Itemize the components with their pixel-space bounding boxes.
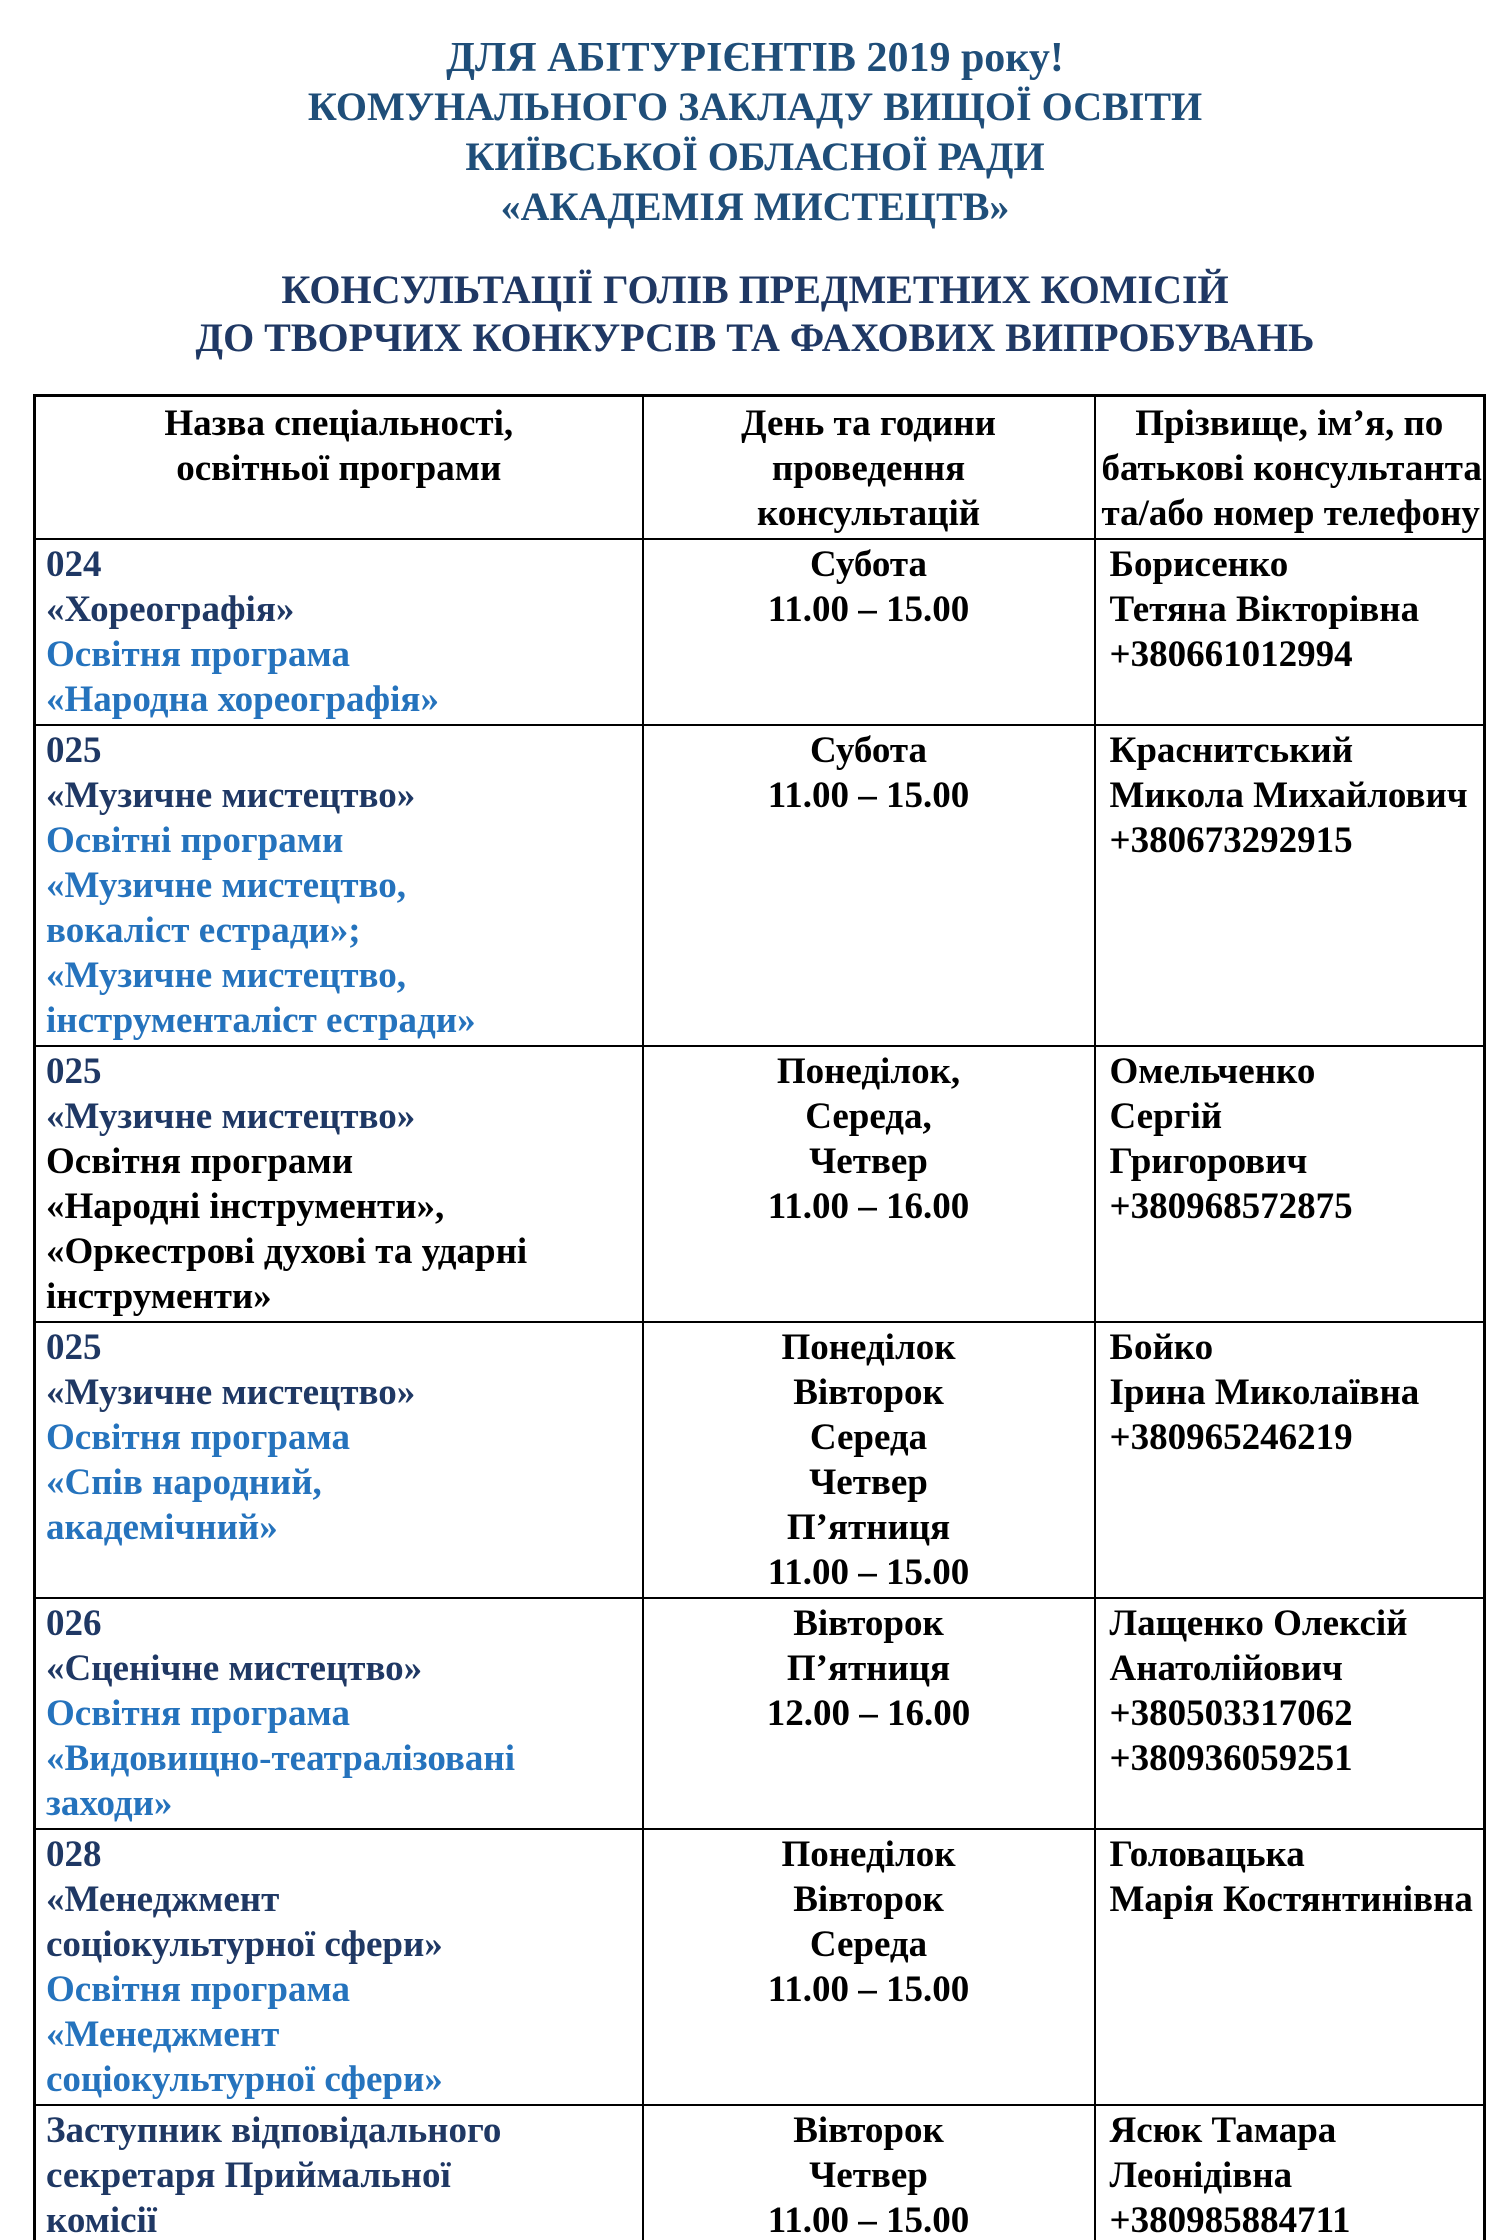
schedule-line: 12.00 – 16.00 [766,1693,971,1734]
col-header-line: День та години [741,403,996,444]
table-body [35,539,1485,2240]
table-header [35,396,1485,540]
spec-line: Освітня програми [46,1141,354,1182]
spec-line: Освітня програма [46,1693,350,1734]
spec-line: Освітні програми [46,820,344,861]
consultant-line: +380985884711 [1109,2200,1351,2240]
spec-line: 026 [46,1603,102,1644]
spec-line: «Менеджмент [46,1879,280,1920]
spec-line: «Народні інструменти», [46,1186,445,1227]
spec-line: «Видовищно-театралізовані [46,1738,515,1779]
consultant-line: +380968572875 [1109,1186,1353,1227]
spec-line: Освітня програма [46,1969,350,2010]
consultant-line: Анатолійович [1109,1648,1343,1689]
cell-schedule [643,539,1095,725]
schedule-line: Вівторок [793,1372,944,1413]
schedule-line: 11.00 – 15.00 [767,589,970,630]
spec-line: «Музичне мистецтво» [46,1096,416,1137]
consultant-line: +380503317062 [1109,1693,1353,1734]
schedule-line: Понеділок [781,1834,956,1875]
schedule-line: Четвер [809,2155,928,2196]
cell-specialty [35,725,643,1046]
schedule-line: Вівторок [793,1879,944,1920]
document-subtitle [0,266,1510,362]
page-title: ДЛЯ АБІТУРІЄНТІВ 2019 року! [446,35,1064,81]
spec-line: «Хореографія» [46,589,295,630]
consultations-table [33,394,1486,2240]
spec-line: інструменталіст естради» [46,1000,476,1041]
spec-line: «Спів народний, [46,1462,322,1503]
schedule-line: 11.00 – 15.00 [767,1969,970,2010]
schedule-line: Четвер [809,1462,928,1503]
cell-consultant [1095,2105,1485,2240]
spec-line: «Народна хореографія» [46,679,439,720]
consultant-line: Лащенко Олексій [1109,1603,1408,1644]
spec-line: 028 [46,1834,102,1875]
spec-line: «Музичне мистецтво, [46,865,406,906]
schedule-line: Понеділок [781,1327,956,1368]
consultant-line: +380965246219 [1109,1417,1353,1458]
schedule-line: Середа, [805,1096,932,1137]
schedule-line: Четвер [809,1141,928,1182]
cell-schedule [643,1322,1095,1598]
spec-line: секретаря Приймальної [46,2155,451,2196]
spec-line: Освітня програма [46,1417,350,1458]
spec-line: «Музичне мистецтво, [46,955,406,996]
schedule-line: Субота [810,544,927,585]
spec-line: «Музичне мистецтво» [46,775,416,816]
table-row [35,1046,1485,1322]
table-row [35,539,1485,725]
spec-line: 024 [46,544,102,585]
cell-specialty [35,1046,643,1322]
cell-specialty [35,1598,643,1829]
org-name-line-1: КОМУНАЛЬНОГО ЗАКЛАДУ ВИЩОЇ ОСВІТИ [307,84,1203,129]
cell-specialty [35,1322,643,1598]
consultant-line: Сергій [1109,1096,1223,1137]
schedule-line: Вівторок [793,2110,944,2151]
document-header [0,0,1510,362]
cell-schedule [643,725,1095,1046]
cell-schedule [643,1598,1095,1829]
subtitle-line-2: ДО ТВОРЧИХ КОНКУРСІВ ТА ФАХОВИХ ВИПРОБУВАНЬ [195,315,1315,360]
cell-specialty [35,2105,643,2240]
col-header-specialty [35,396,643,540]
subtitle-line-1: КОНСУЛЬТАЦІЇ ГОЛІВ ПРЕДМЕТНИХ КОМІСІЙ [281,267,1229,312]
spec-line: вокаліст естради»; [46,910,361,951]
col-header-line: консультацій [756,493,981,534]
cell-schedule [643,1046,1095,1322]
cell-schedule [643,2105,1095,2240]
table-row [35,725,1485,1046]
schedule-line: 11.00 – 16.00 [767,1186,970,1227]
spec-line: 025 [46,730,102,771]
col-header-line: батькові консультанта [1101,448,1482,489]
spec-line: «Оркестрові духові та ударні [46,1231,528,1272]
cell-consultant [1095,1046,1485,1322]
cell-consultant [1095,539,1485,725]
schedule-line: Середа [809,1417,928,1458]
consultant-line: Омельченко [1109,1051,1316,1092]
spec-line: «Сценічне мистецтво» [46,1648,423,1689]
table-row [35,1598,1485,1829]
spec-line: інструменти» [46,1276,272,1317]
spec-line: заходи» [46,1783,173,1824]
consultant-line: Микола Михайлович [1109,775,1468,816]
spec-line: соціокультурної сфери» [46,2059,443,2100]
consultant-line: +380673292915 [1109,820,1353,861]
schedule-line: Субота [810,730,927,771]
consultant-line: Головацька [1109,1834,1305,1875]
schedule-line: 11.00 – 15.00 [767,2200,970,2240]
schedule-line: П’ятниця [786,1507,951,1548]
spec-line: «Музичне мистецтво» [46,1372,416,1413]
schedule-line: 11.00 – 15.00 [767,775,970,816]
spec-line: академічний» [46,1507,278,1548]
cell-specialty [35,1829,643,2105]
col-header-line: проведення [771,448,966,489]
consultant-line: Краснитський [1109,730,1354,771]
table-row [35,2105,1485,2240]
spec-line: соціокультурної сфери» [46,1924,443,1965]
table-row [35,1322,1485,1598]
col-header-line: Прізвище, ім’я, по [1135,403,1444,444]
consultant-line: +380661012994 [1109,634,1353,675]
consultant-line: Бойко [1109,1327,1214,1368]
cell-specialty [35,539,643,725]
cell-consultant [1095,1829,1485,2105]
col-header-line: Назва спеціальності, [164,403,514,444]
cell-consultant [1095,1598,1485,1829]
consultant-line: Леонідівна [1109,2155,1293,2196]
org-name-line-2: КИЇВСЬКОЇ ОБЛАСНОЇ РАДИ [465,134,1045,179]
schedule-line: Середа [809,1924,928,1965]
schedule-line: Понеділок, [776,1051,961,1092]
consultant-line: Марія Костянтинівна [1109,1879,1473,1920]
consultant-line: Борисенко [1109,544,1289,585]
col-header-consultant [1095,396,1485,540]
spec-line: «Менеджмент [46,2014,280,2055]
consultant-line: Тетяна Вікторівна [1109,589,1420,630]
spec-line: 025 [46,1051,102,1092]
col-header-schedule [643,396,1095,540]
schedule-line: Вівторок [793,1603,944,1644]
col-header-line: та/або номер телефону [1101,493,1480,534]
schedule-line: 11.00 – 15.00 [767,1552,970,1593]
spec-line: комісії [46,2200,158,2240]
cell-schedule [643,1829,1095,2105]
col-header-line: освітньої програми [176,448,502,489]
schedule-line: П’ятниця [786,1648,951,1689]
cell-consultant [1095,1322,1485,1598]
consultant-line: Григорович [1109,1141,1308,1182]
org-name-line-3: «АКАДЕМІЯ МИСТЕЦТВ» [500,184,1010,229]
spec-line: Заступник відповідального [46,2110,502,2151]
spec-line: Освітня програма [46,634,350,675]
cell-consultant [1095,725,1485,1046]
consultant-line: Ірина Миколаївна [1109,1372,1420,1413]
consultant-line: +380936059251 [1109,1738,1353,1779]
header-row [35,396,1485,540]
consultant-line: Ясюк Тамара [1109,2110,1337,2151]
spec-line: 025 [46,1327,102,1368]
table-row [35,1829,1485,2105]
